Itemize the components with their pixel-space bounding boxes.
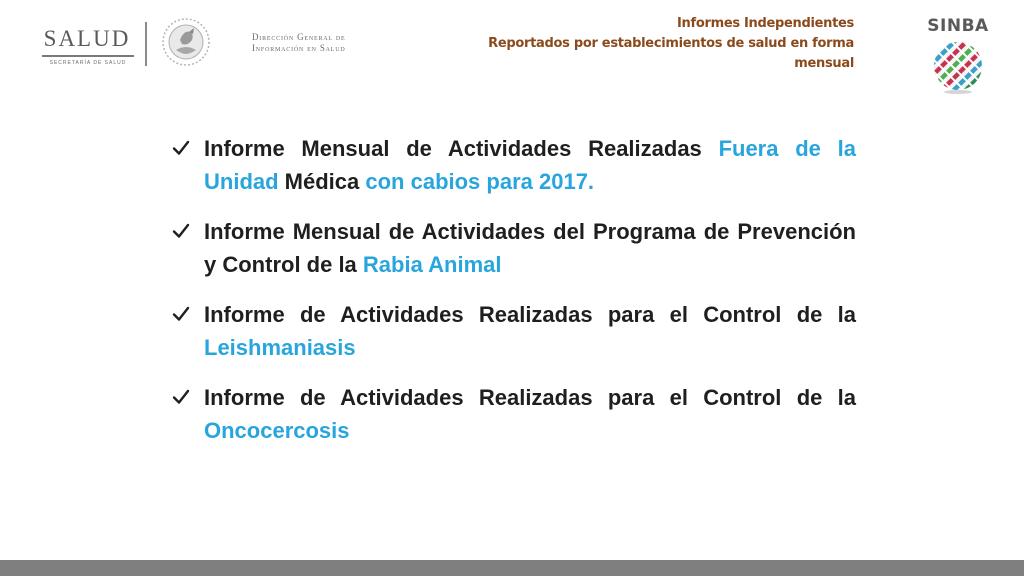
logo-divider <box>145 22 147 66</box>
bullet-item <box>172 215 856 281</box>
highlighted-term: con cabios para 2017. <box>365 169 595 194</box>
bullet-text <box>204 381 856 447</box>
salud-logo-text: SALUD <box>43 26 131 51</box>
salud-logo <box>40 22 140 66</box>
bullet-text <box>204 298 856 364</box>
header-title-line-1: Informes Independientes <box>676 16 854 31</box>
dgis-line-2: Información en Salud <box>252 43 346 53</box>
dgis-logo-text <box>252 32 392 54</box>
check-icon <box>172 305 190 323</box>
bullet-item <box>172 298 856 364</box>
header-title-line-3: mensual <box>794 56 854 71</box>
bullet-list <box>172 132 856 464</box>
bullet-text <box>204 132 856 198</box>
highlighted-term: Oncocercosis <box>204 418 350 443</box>
bullet-text-segment: Médica <box>278 169 366 194</box>
check-icon <box>172 388 190 406</box>
highlighted-term: Fuera de la Unidad <box>204 136 857 194</box>
bullet-text-segment: Informe de Actividades Realizadas para el Control de la <box>204 385 856 410</box>
highlighted-term: Leishmaniasis <box>204 335 356 360</box>
sinba-globe-icon <box>932 40 984 94</box>
sinba-logo <box>920 14 1000 94</box>
national-seal-icon <box>160 16 212 68</box>
check-icon <box>172 222 190 240</box>
bullet-text-segment: Informe Mensual de Actividades Realizadas <box>204 136 719 161</box>
salud-logo-line <box>42 55 134 57</box>
sinba-logo-text: SINBA <box>927 16 989 36</box>
bullet-text-segment: Informe Mensual de Actividades del Programa de Prevención y Control de la <box>204 219 856 277</box>
bullet-text-segment: Informe de Actividades Realizadas para el Control de la <box>204 302 856 327</box>
check-icon <box>172 139 190 157</box>
header-title <box>434 14 854 74</box>
highlighted-term: Rabia Animal <box>362 252 502 277</box>
dgis-line-1: Dirección General de <box>252 32 346 42</box>
footer-bar <box>0 560 1024 576</box>
salud-logo-subtext: SECRETARÍA DE SALUD <box>49 60 127 66</box>
bullet-item <box>172 381 856 447</box>
header-title-line-2: Reportados por establecimientos de salud en forma <box>488 36 854 51</box>
bullet-item <box>172 132 856 198</box>
bullet-text <box>204 215 856 281</box>
